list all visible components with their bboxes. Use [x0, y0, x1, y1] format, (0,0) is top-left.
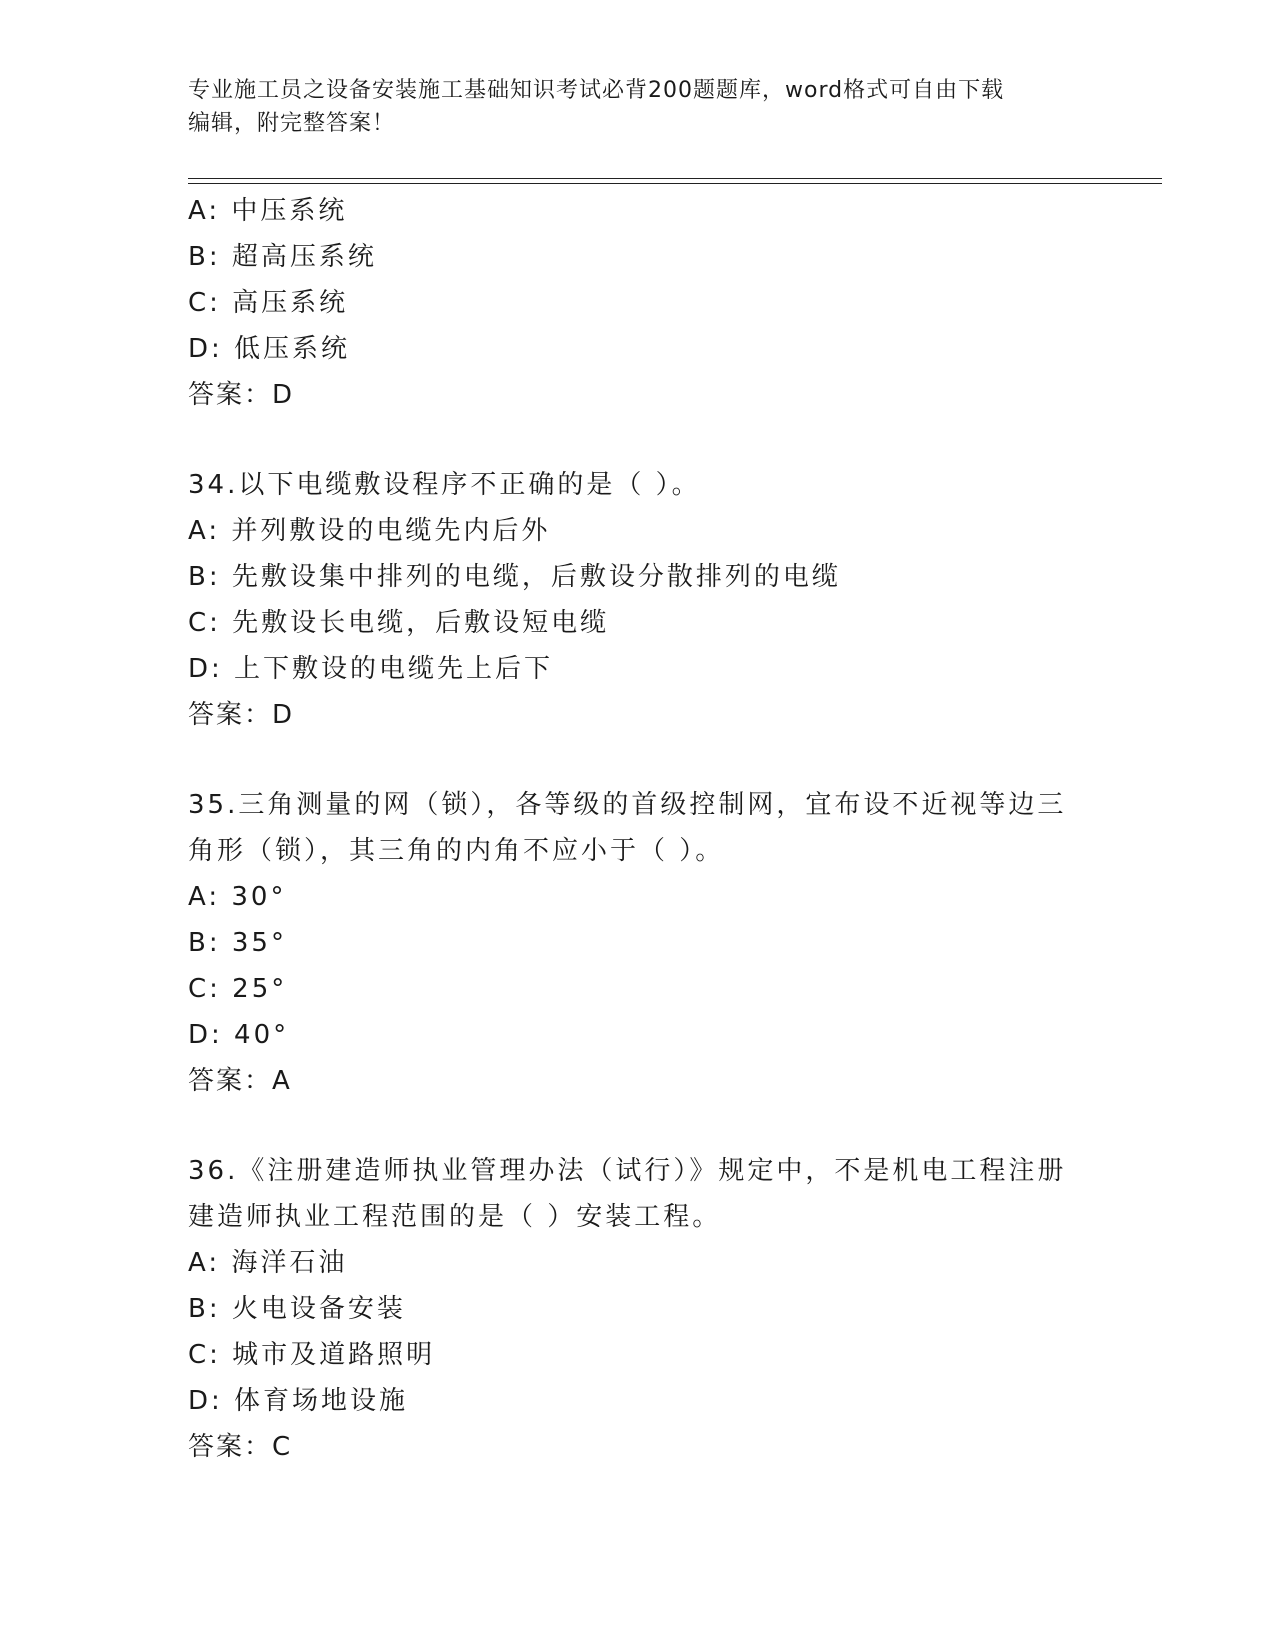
answer: 答案：A	[188, 1066, 292, 1096]
header-line-2: 编辑，附完整答案！	[188, 111, 396, 136]
question-33	[188, 188, 1088, 418]
document-header	[188, 74, 1088, 140]
answer: 答案：D	[188, 380, 295, 410]
question-stem-line-2: 角形（锁），其三角的内角不应小于（ ）。	[188, 836, 725, 866]
option-b: B: 先敷设集中排列的电缆，后敷设分散排列的电缆	[188, 562, 841, 592]
option-a: A: 30°	[188, 882, 287, 912]
header-line-1: 专业施工员之设备安装施工基础知识考试必背200题题库，word格式可自由下载	[188, 78, 1005, 103]
question-stem-line-2: 建造师执业工程范围的是（ ）安装工程。	[188, 1202, 722, 1232]
option-c: C: 先敷设长电缆，后敷设短电缆	[188, 608, 610, 638]
answer: 答案：D	[188, 700, 295, 730]
question-stem: 34.以下电缆敷设程序不正确的是（ ）。	[188, 470, 701, 500]
header-divider-top	[188, 178, 1162, 179]
option-b: B: 超高压系统	[188, 242, 377, 272]
question-stem-line-1: 35.三角测量的网（锁），各等级的首级控制网，宜布设不近视等边三	[188, 790, 1067, 820]
answer: 答案：C	[188, 1432, 293, 1462]
option-c: C: 25°	[188, 974, 288, 1004]
question-stem-line-1: 36.《注册建造师执业管理办法（试行）》规定中，不是机电工程注册	[188, 1156, 1067, 1186]
option-b: B: 火电设备安装	[188, 1294, 406, 1324]
option-c: C: 城市及道路照明	[188, 1340, 436, 1370]
option-c: C: 高压系统	[188, 288, 349, 318]
question-list	[188, 188, 1088, 1470]
option-d: D: 低压系统	[188, 334, 351, 364]
option-a: A: 海洋石油	[188, 1248, 348, 1278]
option-d: D: 体育场地设施	[188, 1386, 409, 1416]
question-36	[188, 1148, 1088, 1470]
option-a: A: 并列敷设的电缆先内后外	[188, 516, 551, 546]
option-d: D: 上下敷设的电缆先上后下	[188, 654, 554, 684]
option-d: D: 40°	[188, 1020, 290, 1050]
header-divider-bottom	[188, 183, 1162, 184]
question-35	[188, 782, 1088, 1104]
question-34	[188, 462, 1088, 738]
option-b: B: 35°	[188, 928, 287, 958]
option-a: A: 中压系统	[188, 196, 348, 226]
